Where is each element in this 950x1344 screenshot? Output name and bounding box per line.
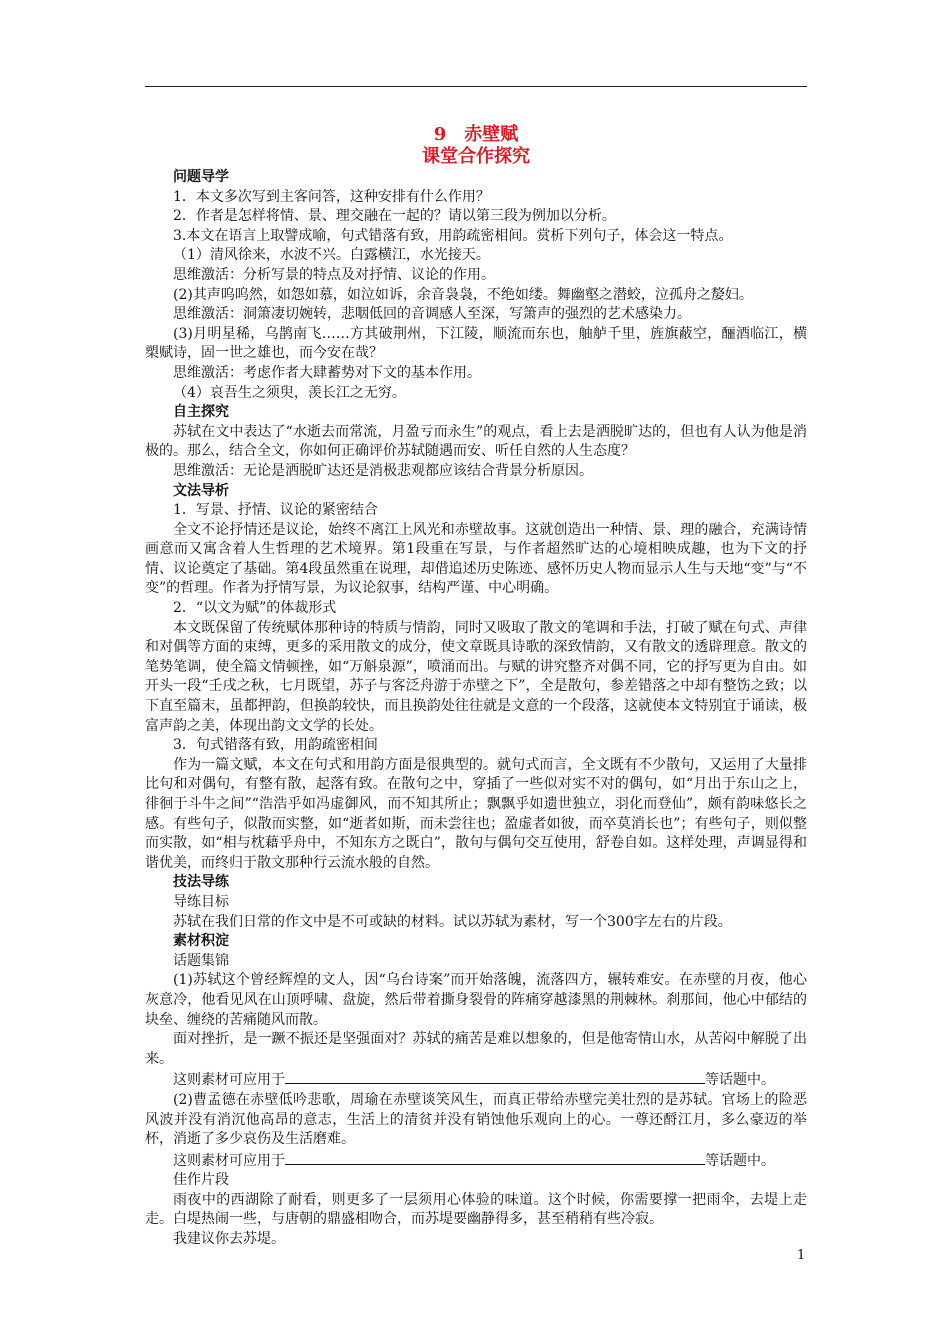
fill-before: 这则素材可应用于	[173, 1072, 285, 1089]
section-paragraph: 苏轼在文中表达了“水逝去而常流，月盈亏而永生”的观点，看上去是洒脱旷达的，但也有人认为他是消极的。那么，结合全文，你如何正确评价苏轼随遇而安、听任自然的人生态度？	[145, 423, 807, 460]
section-paragraph: 面对挫折，是一蹶不振还是坚强面对？苏轼的痛苦是难以想象的，但是他寄情山水，从苦闷中解脱了出来。	[145, 1031, 807, 1067]
section-paragraph: 1．写景、抒情、议论的紧密结合	[173, 502, 378, 519]
tail-paragraph: 我建议你去苏堤。	[173, 1231, 285, 1248]
tail-paragraph: 佳作片段	[173, 1172, 229, 1189]
section-heading: 文法导析	[173, 482, 229, 499]
section-paragraph: （4）哀吾生之须臾，羡长江之无穷。	[173, 384, 406, 401]
section-paragraph: 思维激活：分析写景的特点及对抒情、议论的作用。	[173, 266, 495, 283]
lesson-number: 9	[433, 124, 447, 145]
page-number: 1	[797, 1248, 806, 1263]
tail-paragraph: 雨夜中的西湖除了耐看，则更多了一层须用心体验的味道。这个时候，你需要撑一把雨伞，去堤上走走。白堤热闹一些，与唐朝的鼎盛相吻合，而苏堤要幽静得多，甚至稍稍有些冷寂。	[145, 1191, 807, 1228]
document-subtitle: 课堂合作探究	[422, 146, 530, 167]
fill-line-2	[145, 1150, 807, 1172]
section-paragraph: 1．本文多次写到主客问答，这种安排有什么作用？	[173, 188, 490, 205]
fill-after: 等话题中。	[705, 1072, 775, 1089]
section-paragraph: 思维激活：洞箫凄切婉转，悲咽低回的音调感人至深，写箫声的强烈的艺术感染力。	[173, 306, 691, 323]
section-paragraph: 苏轼在我们日常的作文中是不可或缺的材料。试以苏轼为素材，写一个300字左右的片段。	[173, 913, 732, 930]
section-paragraph: (2)其声呜呜然，如怨如慕，如泣如诉，余音袅袅，不绝如缕。舞幽壑之潜蛟，泣孤舟之嫠妇。	[173, 286, 753, 303]
section-paragraph: 导练目标	[173, 893, 229, 910]
section-paragraph: 3.本文在语言上取譬成喻，句式错落有致，用韵疏密相间。赏析下列句子，体会这一特点。	[173, 227, 733, 244]
section-paragraph: 2．“以文为赋”的体裁形式	[173, 600, 337, 617]
section-paragraph: 本文既保留了传统赋体那种诗的特质与情韵，同时又吸取了散文的笔调和手法，打破了赋在句式、声律和对偶等方面的束缚，更多的采用散文的成分，使文章既具诗歌的深致情韵，又有散文的透辟理意。散文的笔势笔调，使全篇文情顿挫，如“万斛泉源”，喷涌而出。与赋的讲究整齐对偶不同，它的抒写更为自由。如开头一段“壬戌之秋，七月既望，苏子与客泛舟游于赤壁之下”，全是散句，参差错落之中却有整饬之致；以下直至篇末，虽都押韵，但换韵较快，而且换韵处往往就是文意的一个段落，这就使本文特别宜于诵读，极富声韵之美，体现出韵文文学的长处。	[145, 619, 807, 734]
section-paragraph: 思维激活：无论是洒脱旷达还是消极悲观都应该结合背景分析原因。	[173, 462, 593, 479]
fill-line-1	[145, 1069, 807, 1091]
sections-container	[145, 168, 807, 1069]
material-paragraph-2: (2)曹孟德在赤壁低吟悲歌，周瑜在赤壁谈笑风生，而真正带给赤壁完美壮烈的是苏轼。官场上的险恶风波并没有消沉他高昂的意志，生活上的清贫并没有销蚀他乐观向上的心。一尊还酹江月，多么豪迈的举杯，消逝了多少哀伤及生活磨难。	[145, 1091, 807, 1148]
section-paragraph: 2．作者是怎样将情、景、理交融在一起的？请以第三段为例加以分析。	[173, 208, 616, 225]
fill-before: 这则素材可应用于	[173, 1152, 285, 1169]
section-paragraph: 作为一篇文赋，本文在句式和用韵方面是很典型的。就句式而言，全文既有不少散句，又运用了大量排比句和对偶句，有整有散，起落有致。在散句之中，穿插了一些似对实不对的偶句，如“月出于东山之上，徘徊于斗牛之间”“浩浩乎如冯虚御风，而不知其所止；飘飘乎如遗世独立，羽化而登仙”，颇有韵味悠长之感。有些句子，似散而实整，如“逝者如斯，而未尝往也；盈虚者如彼，而卒莫消长也”；有些句子，则似整而实散，如“相与枕藉乎舟中，不知东方之既白”，散句与偶句交互使用，舒卷自如。这样处理，声调显得和谐优美，而终归于散文那种行云流水般的自然。	[145, 756, 807, 871]
section-heading: 问题导学	[173, 169, 229, 185]
document-body	[145, 124, 807, 1250]
section-paragraph: 话题集锦	[173, 952, 229, 969]
section-paragraph: (3)月明星稀，乌鹊南飞……方其破荆州，下江陵，顺流而东也，舳舻千里，旌旗蔽空，酾酒临江，横槊赋诗，固一世之雄也，而今安在哉？	[145, 325, 807, 362]
section-paragraph: 3．句式错落有致，用韵疏密相间	[173, 737, 378, 754]
lesson-name: 赤壁赋	[464, 124, 519, 145]
section-paragraph: (1)苏轼这个曾经辉煌的文人，因“乌台诗案”而开始落魄，流落四方，辗转难安。在赤壁的月夜，他心灰意冷，他看见风在山顶呼啸、盘旋，然后带着撕身裂骨的阵痛穿越漆黑的荆棘林。刹那间，他心中郁结的块垒、缠绕的苦痛随风而散。	[145, 972, 807, 1028]
section-paragraph: 思维激活：考虑作者大肆蓄势对下文的基本作用。	[173, 364, 481, 381]
document-title	[145, 124, 807, 146]
blank-line	[285, 1069, 705, 1084]
fill-after: 等话题中。	[705, 1152, 775, 1169]
section-heading: 技法导练	[173, 874, 229, 891]
section-heading: 素材积淀	[173, 933, 229, 950]
section-paragraph: （1）清风徐来，水波不兴。白露横江，水光接天。	[173, 247, 490, 264]
header-rule	[145, 86, 807, 87]
section-paragraph: 全文不论抒情还是议论，始终不离江上风光和赤壁故事。这就创造出一种情、景、理的融合，充满诗情画意而又寓含着人生哲理的艺术境界。第1段重在写景，与作者超然旷达的心境相映成趣，也为下文的抒情、议论奠定了基础。第4段虽然重在说理，却借追述历史陈迹、感怀历史人物而显示人生与天地“变”与“不变”的哲理。作者为抒情写景，为议论叙事，结构严谨、中心明确。	[145, 521, 807, 597]
blank-line	[285, 1150, 705, 1165]
section-heading: 自主探究	[173, 404, 229, 421]
